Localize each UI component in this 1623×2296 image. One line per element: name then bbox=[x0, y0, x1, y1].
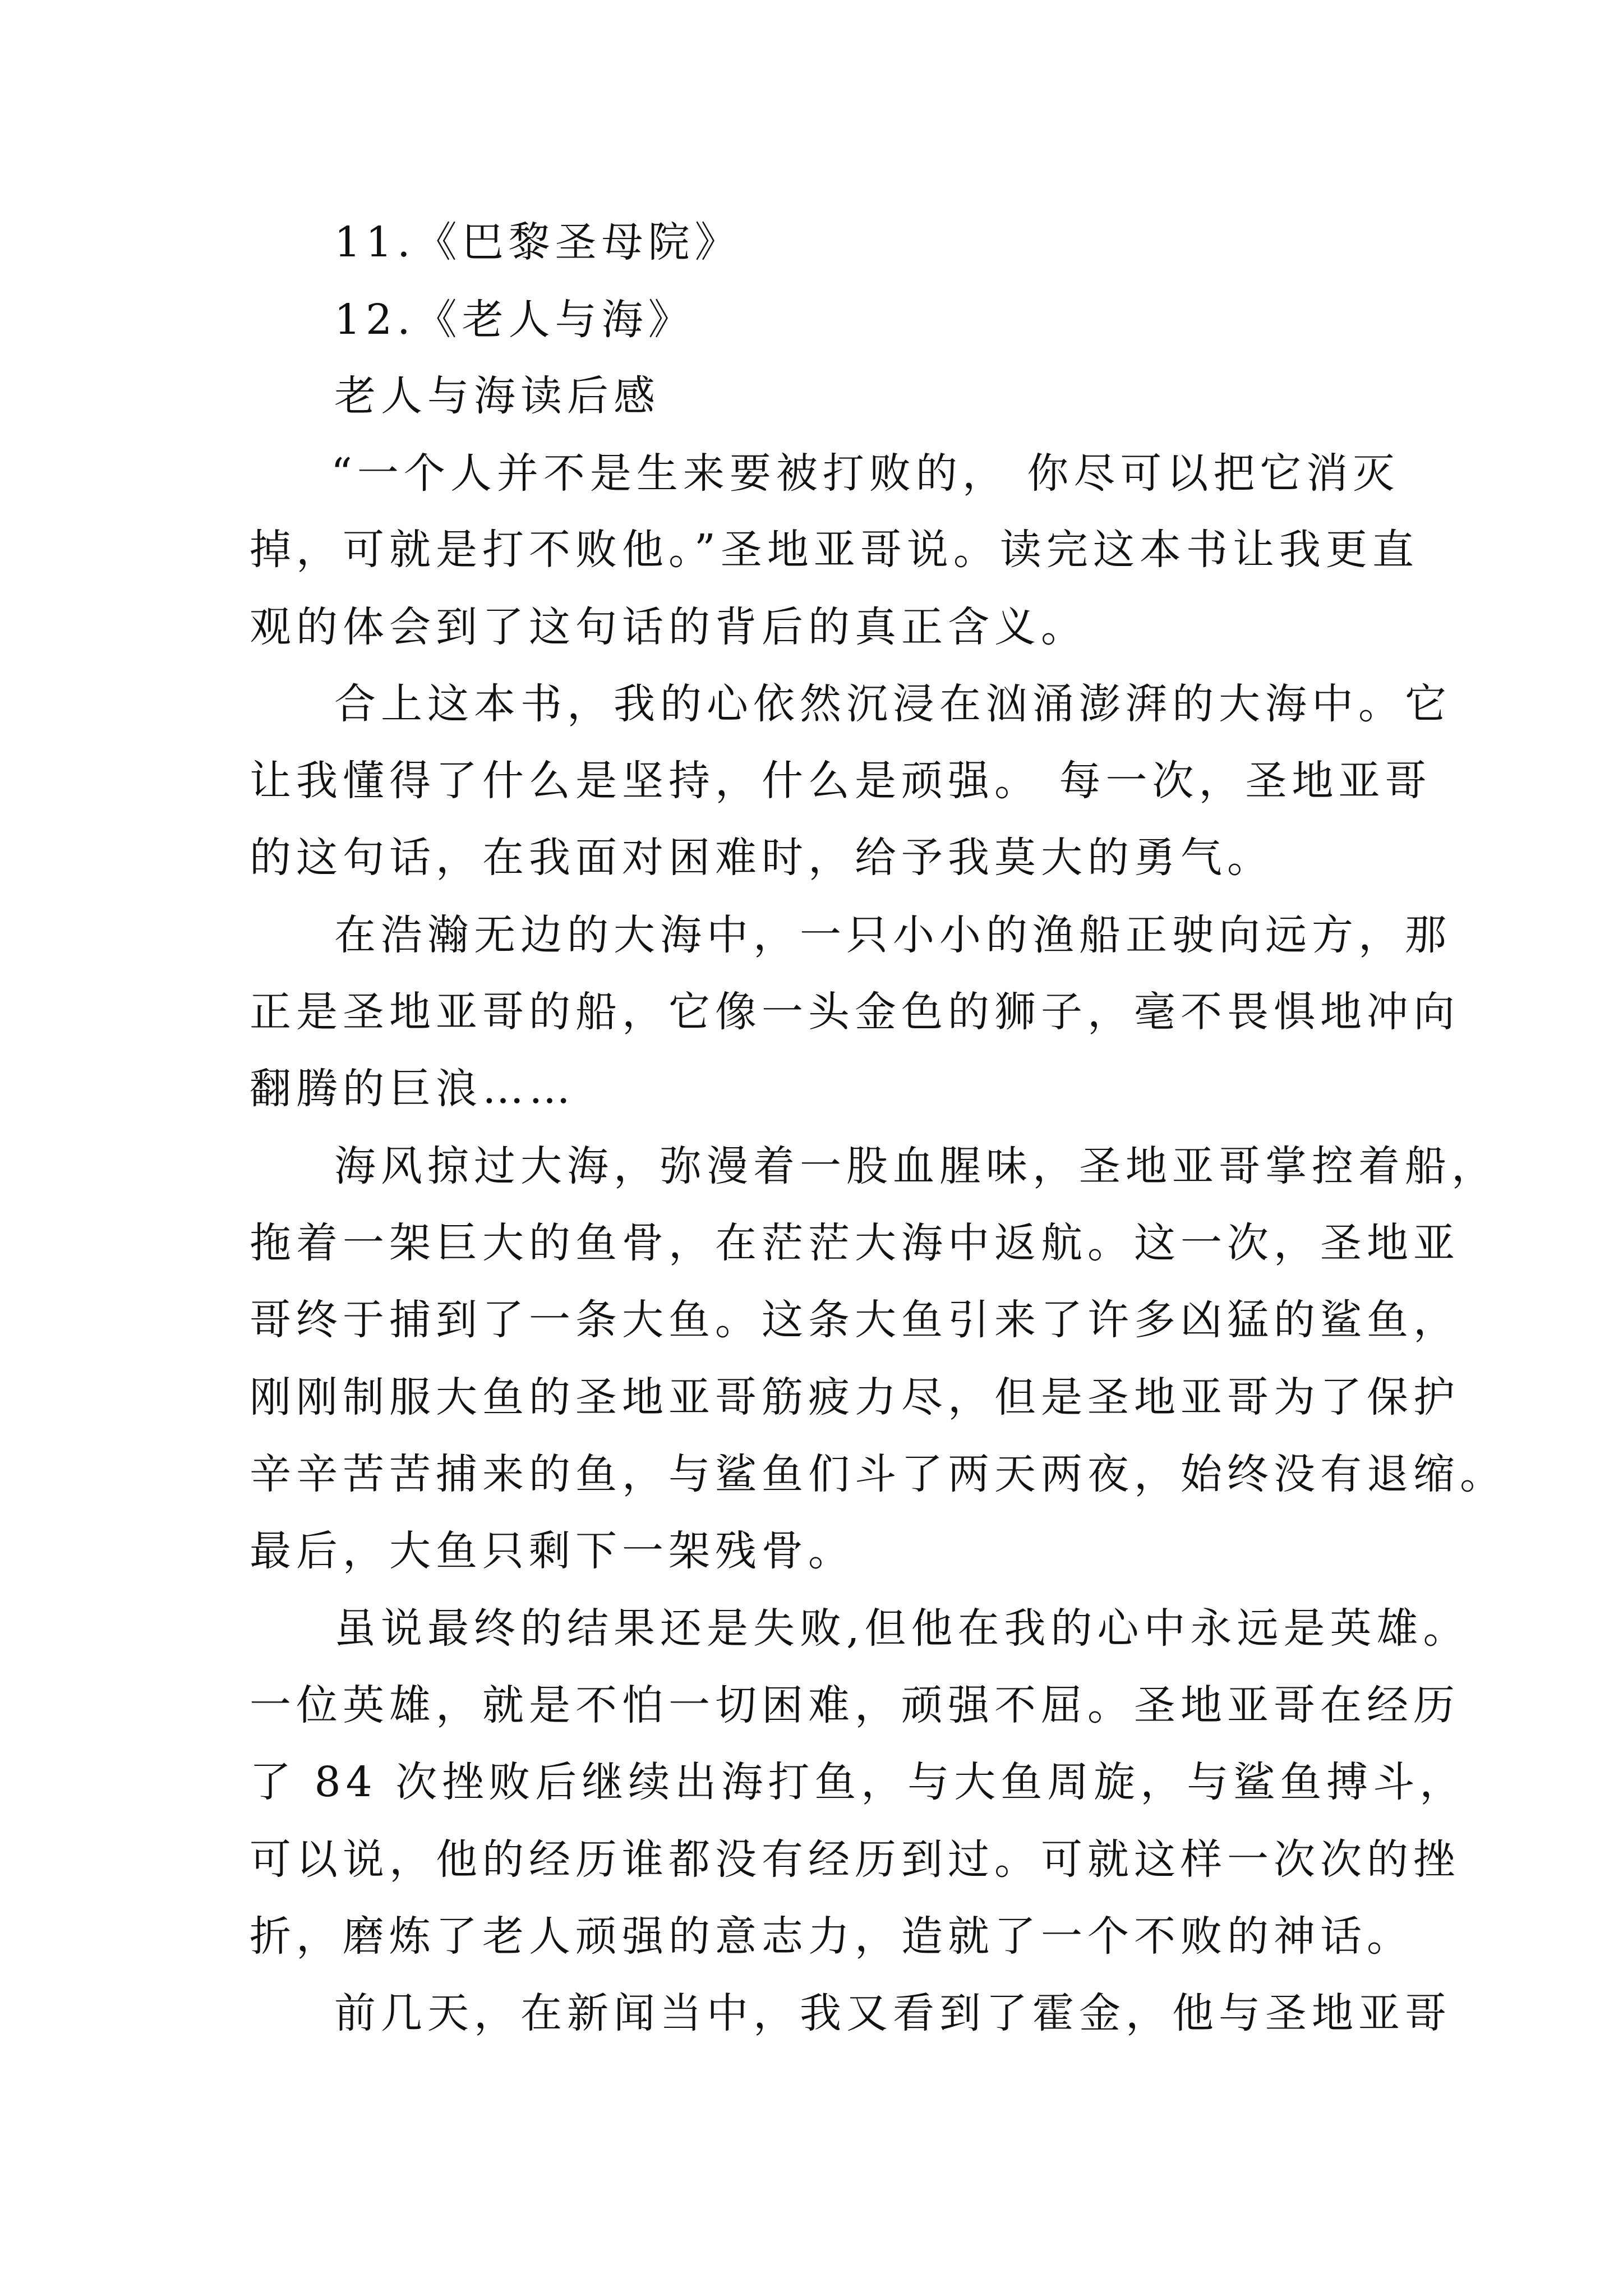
paragraph-4-line-5: 辛辛苦苦捕来的鱼，与鲨鱼们斗了两天两夜，始终没有退缩。 bbox=[250, 1450, 1506, 1498]
paragraph-3-line-3: 翻腾的巨浪…… bbox=[250, 1065, 575, 1113]
list-item-12: 12.《老人与海》 bbox=[334, 296, 695, 344]
paragraph-2-line-2: 让我懂得了什么是坚持，什么是顽强。 每一次，圣地亚哥 bbox=[250, 757, 1432, 805]
list-item-11: 11.《巴黎圣母院》 bbox=[334, 218, 741, 266]
paragraph-5-line-4: 可以说，他的经历谁都没有经历到过。可就这样一次次的挫 bbox=[250, 1835, 1460, 1884]
paragraph-4-line-2: 拖着一架巨大的鱼骨，在茫茫大海中返航。这一次，圣地亚 bbox=[250, 1219, 1460, 1267]
paragraph-1-line-2: 掉，可就是打不败他。”圣地亚哥说。读完这本书让我更直 bbox=[250, 526, 1419, 574]
paragraph-4-line-6: 最后，大鱼只剩下一架残骨。 bbox=[250, 1527, 855, 1575]
paragraph-2-line-3: 的这句话，在我面对困难时，给予我莫大的勇气。 bbox=[250, 834, 1274, 882]
paragraph-5-line-3: 了 84 次挫败后继续出海打鱼，与大鱼周旋，与鲨鱼搏斗， bbox=[250, 1758, 1467, 1806]
paragraph-3-line-1: 在浩瀚无边的大海中，一只小小的渔船正驶向远方，那 bbox=[334, 911, 1451, 959]
paragraph-6-line-1: 前几天，在新闻当中，我又看到了霍金，他与圣地亚哥 bbox=[334, 1989, 1451, 2037]
paragraph-2-line-1: 合上这本书，我的心依然沉浸在汹涌澎湃的大海中。它 bbox=[334, 680, 1451, 728]
paragraph-4-line-1: 海风掠过大海，弥漫着一股血腥味，圣地亚哥掌控着船， bbox=[334, 1142, 1498, 1190]
paragraph-5-line-1: 虽说最终的结果还是失败,但他在我的心中永远是英雄。 bbox=[334, 1604, 1470, 1653]
paragraph-3-line-2: 正是圣地亚哥的船，它像一头金色的狮子，毫不畏惧地冲向 bbox=[250, 988, 1460, 1036]
paragraph-1-line-3: 观的体会到了这句话的背后的真正含义。 bbox=[250, 603, 1087, 651]
paragraph-5-line-5: 折，磨炼了老人顽强的意志力，造就了一个不败的神话。 bbox=[250, 1912, 1413, 1961]
paragraph-4-line-3: 哥终于捕到了一条大鱼。这条大鱼引来了许多凶猛的鲨鱼， bbox=[250, 1296, 1460, 1344]
essay-title: 老人与海读后感 bbox=[334, 372, 660, 420]
paragraph-1-line-1: “一个人并不是生来要被打败的， 你尽可以把它消灭 bbox=[331, 449, 1400, 498]
paragraph-4-line-4: 刚刚制服大鱼的圣地亚哥筋疲力尽，但是圣地亚哥为了保护 bbox=[250, 1373, 1460, 1421]
paragraph-5-line-2: 一位英雄，就是不怕一切困难，顽强不屈。圣地亚哥在经历 bbox=[250, 1681, 1460, 1729]
